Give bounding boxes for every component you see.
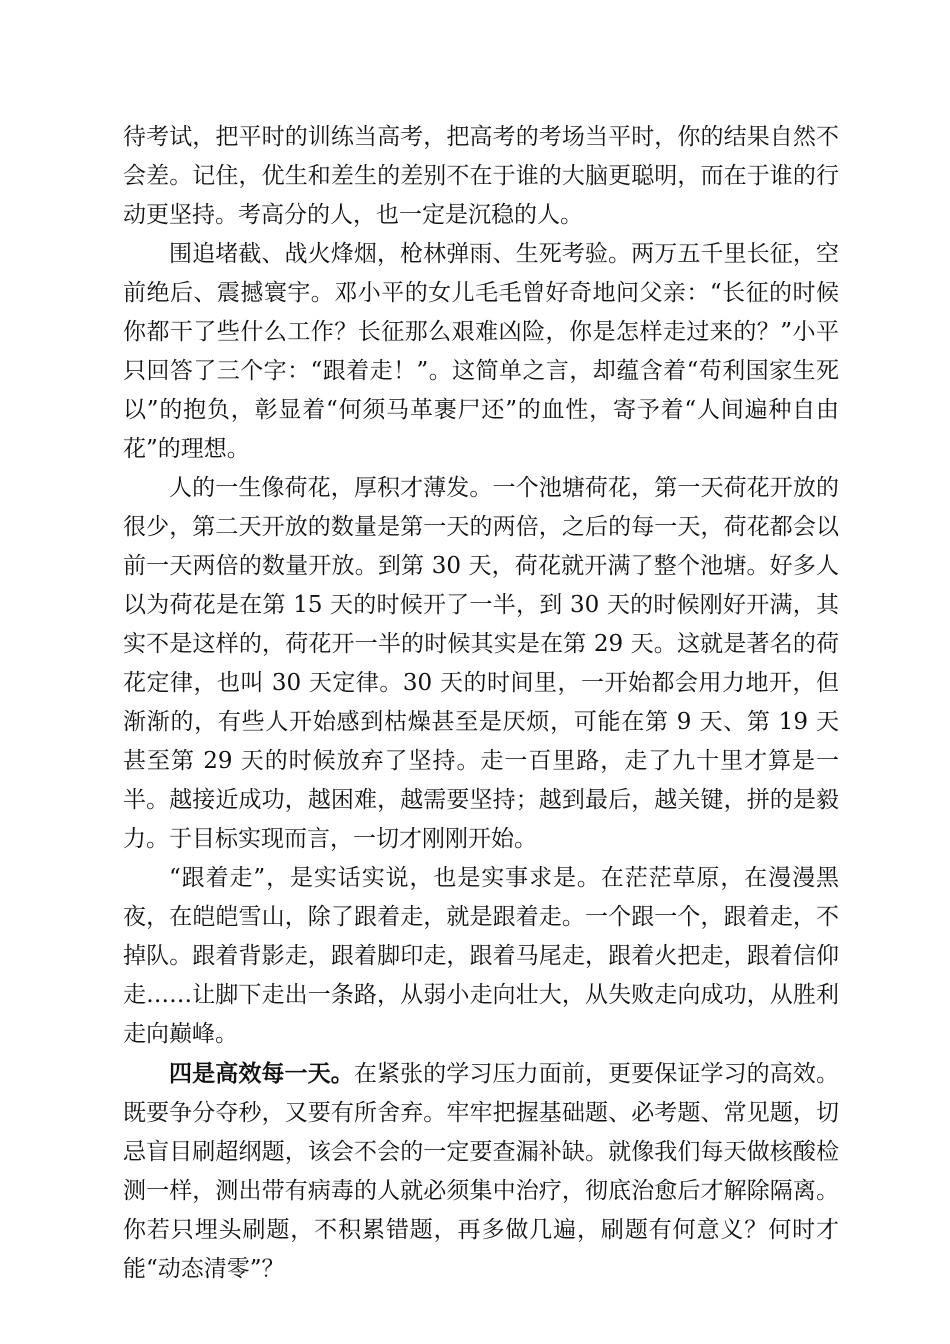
paragraph-lotus-law: 人的一生像荷花，厚积才薄发。一个池塘荷花，第一天荷花开放的很少，第二天开放的数量是第一天的两倍，之后的每一天，荷花都会以前一天两倍的数量开放。到第 30 天，荷花就开满了整个池塘。好多人以为荷花是在第 15 天的时候开了一半，到 30 天的时候刚好开满，其实不是这样的，荷花开一半的时候其实是在第 29 天。这就是著名的荷花定律，也叫 30 天定律。30 天的时间里，一开始都会用力地开，但渐渐的，有些人开始感到枯燥甚至是厌烦，可能在第 9 天、第 19 天甚至第 29 天的时候放弃了坚持。走一百里路，走了九十里才算是一半。越接近成功，越困难，越需要坚持；越到最后，越关键，拼的是毅力。于目标实现而言，一切才刚刚开始。 <box>123 475 839 852</box>
paragraph-follow-along: “跟着走”，是实话实说，也是实事求是。在茫茫草原，在漫漫黑夜，在皑皑雪山，除了跟着走，就是跟着走。一个跟一个，跟着走，不掉队。跟着背影走，跟着脚印走，跟着马尾走，跟着火把走，跟着信仰走……让脚下走出一条路，从弱小走向壮大，从失败走向成功，从胜利走向巅峰。 <box>123 865 839 1047</box>
paragraph-long-march: 围追堵截、战火烽烟，枪林弹雨、生死考验。两万五千里长征，空前绝后、震撼寰宇。邓小平的女儿毛毛曾好奇地问父亲：“长征的时候你都干了些什么工作？长征那么艰难凶险，你是怎样走过来的？”小平只回答了三个字：“跟着走！”。这简单之言，却蕴含着“苟利国家生死以”的抱负，彰显着“何须马革裹尸还”的血性，寄予着“人间遍种自由花”的理想。 <box>123 241 839 462</box>
paragraph-exam-mindset: 待考试，把平时的训练当高考，把高考的考场当平时，你的结果自然不会差。记住，优生和差生的差别不在于谁的大脑更聪明，而在于谁的行动更坚持。考高分的人，也一定是沉稳的人。 <box>123 124 839 228</box>
paragraph-efficiency <box>123 1054 839 1289</box>
paragraph-efficiency-text: 在紧张的学习压力面前，更要保证学习的高效。既要争分夺秒，又要有所舍弃。牢牢把握基础题、必考题、常见题，切忌盲目刷超纲题，该会不会的一定要查漏补缺。就像我们每天做核酸检测一样，测出带有病毒的人就必须集中治疗，彻底治愈后才解除隔离。你若只埋头刷题，不积累错题，再多做几遍，刷题有何意义？何时才能“动态清零”？ <box>123 1061 840 1282</box>
document-body <box>123 118 839 1289</box>
section-heading-efficiency: 四是高效每一天。 <box>169 1060 354 1087</box>
